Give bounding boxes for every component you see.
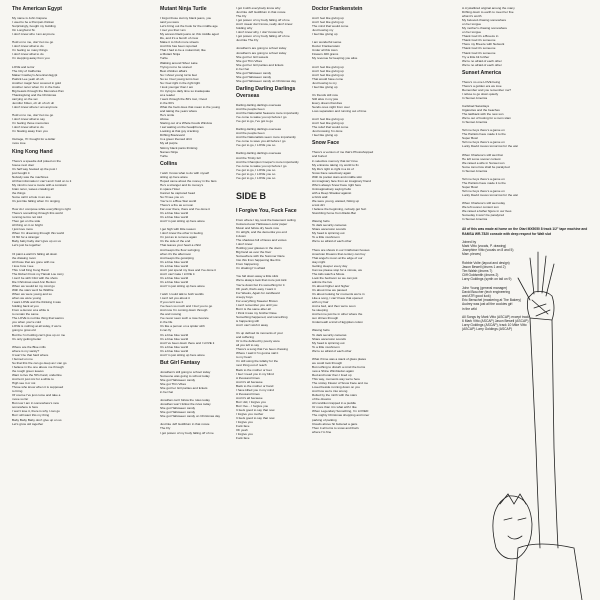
song-title: Snow Face bbox=[312, 140, 340, 147]
column-4 bbox=[312, 6, 440, 437]
credit-item: John Young (general manager) David Boucher (tech engineering and ATR good luck) Eric Benschel (mastering at The Bakery) Audrey was just all the cookies girl in the wild bbox=[462, 285, 522, 311]
song bbox=[160, 161, 232, 357]
arm-drawing bbox=[478, 248, 600, 600]
credit-item: All Songs by Mark Vitto (ASCAP) except track 6 Mark Vitto (ASCAP) Jason Bewell (ASCAP) Larry Goldings (ASCAP), track 10 Mike Vitto (ASCAP) Larry Goldings (ASCAP) bbox=[462, 314, 530, 332]
column-1 bbox=[12, 6, 132, 429]
song-title: But Girl Fantasy bbox=[160, 359, 201, 366]
song bbox=[12, 6, 132, 146]
song-lyrics: Jonathan's still going to school today Someone was going to school today She got Halloween candy She got Thin Vibes She got her Girl parties and tickets in her hat Jonathan can't follow the rules today Jonathan won't follow the rules today She got Halloween candy She got Halloween candy She got Halloween candy on Christmas day Just like Jeff Goldblum in that movie The Fly I got poison of my body falling off of me bbox=[160, 369, 221, 435]
credit-item: Joined by Mark Vitto (vocals, P. drawing) Josephine Vitto (vocals on 8 and 5) Marr. pieces) bbox=[462, 239, 514, 257]
side-b-heading: SIDE B bbox=[236, 190, 267, 201]
song bbox=[236, 190, 308, 202]
song bbox=[462, 6, 594, 67]
song bbox=[160, 6, 232, 158]
song bbox=[236, 6, 308, 83]
song-lyrics: There's no one LOVE being There's a golden era we love Remember and you remember me? I refuse to go down quietly In Sunset America Carlsbad Saturdays Cigarettes and the beaches The laidback with the new sun We're out of footing for a room slam In Sunset America Tell me boys there's a game on The Patriots have made it to the Super Bowl Tell me boys there's a game on Lucky David moves tomorrow for the war When Charlene's still wet that He left some sooner contest We raised a wife in Sunset sun Some tomorrow shall be paralyzed In Sunset America Tell me boys there's a game on The Patriots have made it to the Super Bowl Tell me boys there's a game on Lucky David moves tomorrow for the war When Charlene's still wet today We left sooner content sun We raised a father figure in our lives Someday it won't be paralyzed In Sunset America bbox=[462, 79, 519, 222]
song-lyrics: I wish I know what to do with myself sitting up here alone Hoped came about the money in the fans He's a stranger and its money's in space Hotel Cannot be captured head So I'll see you on You're in a Blue Star world There's a fire as a moon Far over there, there and I've done it It's a blue blue world It's a blue blue world And I'm just sitting up here alone I get high with little reason I don't know the other in feeling I'm just as to remove again It's the side of the end That leaves your heart a child And keeps the floor swinging when it's the afternoon And keeps the gossiping It's a blue blue world It's a blue blue world And I just spend my lives and I've done it And I can't take I LOVE it It's a blue blue world It's a blue blue world And I'm just sitting up here alone I wish I could talk to both worlds I can't tell you about it If you can't see it I've been so much and I fool you to go And now I'm coming down through the and moving I've never seen such a rose bounce in the life It's like a person on a spider with it can fly It's a blue blue world It's a blue blue world And I've been down there and I LOVE it It's a blue blue world It's a blue blue world And I'm just sitting up here alone bbox=[160, 170, 217, 357]
song-lyrics: Darling darling darlings overseas And the people been And the Nationalist Seasons more importantly I've come to wake you up before I go I've got to go, I've got to go Darling darling darlings overseas And the people been And the Nationalists seem more importantly I've come to save you all before I go I've got to go, I LOVE you so Darling darling darlings overseas And the Trinity fell And the Champion Cooper's more importantly I've come to wake you up before I go I've got to go, I LOVE you so I've got to go, I LOVE you so I've got to go, I LOVE you so bbox=[236, 102, 299, 180]
song-title: Mutant Ninja Turtle bbox=[160, 6, 207, 12]
song-lyrics: I got it with everybody know why Just like Jeff Goldblum in that movie The Fly I got poison of my body falling off of me And I swear don't know, really don't know holding why I don't know why, I don't know why I got poison of my body falling off of me Just like The Fly Jonathan's are going to school today Jonathan's are going to school today She got her Girl sweets She got Thin Vibes She got her Girl parties and tickets in her hat She got Halloween candy She got Halloween candy She got Halloween candy on Christmas day bbox=[236, 6, 297, 83]
song bbox=[312, 6, 440, 137]
credits-heading: All of this was made at home on the Otari MX5050 8 track 1/2" tape machine and RAMSA WR-T820 console with deep respect for Walt slut bbox=[462, 227, 589, 236]
song bbox=[236, 208, 308, 441]
column-2 bbox=[160, 6, 232, 438]
song-lyrics: A crystallized original among the many Drifting down to earth to meet her five what it's worth My beloved chasing somewhere on her tongue My mother's chasing somewhere on her tongue Thank God it's a Breeze in Thank God it's someone There my Breeze with Network Thank God it's someone Thank God it's someone Try a little bit further We're no afraid of each other We're no afraid of each other bbox=[462, 6, 515, 67]
song-title: I Forgive You, Fuck Face bbox=[236, 207, 297, 214]
song-lyrics: And I feel like giving up And I feel like giving up The mind that would come Just bowing my I feel like giving up I am wonderful sense Doctor Frankenstein Under all this town Flowers 400 grams My revenue for keeping you alive And I feel like giving up And I feel like giving up And I feel like giving up That would have come Just bowing to my I feel like giving up It's friends still now Still alive in my jaw Every dream that dies Sends ones night from over Loss separation and running out of time And I feel like giving up And I feel like giving up The relief that would come Just knowing I'm done I feel like giving up bbox=[312, 16, 367, 138]
song-title: Darling Darling Darlings Overseas bbox=[236, 85, 297, 99]
song-title: Collins bbox=[160, 160, 178, 167]
credit-item: Robbie Volte (layout and design) Jason Bewell (drums 1 and 2) Tim Walsh (drums 7) Cliff Goldsmith (drums 2) Larry Goldings (synth on tail on 9) bbox=[462, 260, 512, 282]
song-lyrics: From where I lay, took the basement ceiling Coloured ever Halloween-color paper Music and fellow dry heels now I'm alright, and the dementia you end it down The shadows full of faces and voices I don't know Holding your glasses in the doors Big hand as over the floor Somewhere with the Summer Daze Into this from happening like this From happening I'm shaking I'm afraid You fall down away a little slick We're always look that more just kick You're down but it's something for it Oh yeah, that's easy I want it For Weeks, Again for cardboard creepy boys For everything Sweeter Brown I can't remember you until you But it is the same after all I think it was my brother Dave Something happened, and something is happening still And I can't wish it away It's up defined its moments of your and suffering Or is the defined by poetry were all you left to say There's a song that I've been chewing Where I said it I'm gonna nail it to my heart I'm still using the lullaby for the next thing out of reach Back to the mother or feet I feel I need you in my blind A thousand times And it's all because Back to the mother or hand I have killed you in my mind A thousand times And it's all because But I did, I forgive you But I live... I forgive you It feels good to say that now I forgive you mother It feels good to say that now I forgive you Fuck face Oh yeah I forgive you Fuck face bbox=[236, 217, 296, 441]
song-title: Sunset America bbox=[462, 69, 502, 76]
song-title: The American Egypt bbox=[12, 6, 62, 12]
song bbox=[236, 86, 308, 180]
song-lyrics: There's a speedie doll poked on the house next door It's half way hooked up the post I just bought it Nobody saw the machines All that information I can't and I hold on to it My mind is now a movie with a constant brain rerun, waves crawling all the things Some call it a hole in an axe It's just like falling when I'm singing How do I compose while everything is right There's something through this world running terms not told Then get on the side All thing on it on bright I just love more When I'm dreaming through this world I'd flirt for a stranger Baby baby baby don't give up on us Let's just be together I'd paint a wall it's falling all down the drawing room All those that are gone with me I love how I see This I call King Kong Hand The Robert Frost my Haruki Lou story I can't be with Clint with the shots Die Christmas used Ann Benton When we would let my mind go With the stars we'd be Wildfire When we were young and so when we were young I want LOVE and the thinking it was holding back at you From a demon at a while is to remain the same The LOVE is not like thing that warms you when you're cold LOVE is nothing at all today, if we're going to grow old But the I'm holding can't give up on me It's only getting better Where are the Blue mills where is my sanity? It won't be that hard where I burned on me So that this fire can go deep as I can go I believe in the one above me through the rough green leaves Want to live the 50's hand, underline And let it just mix for a while to High see it or not Those who know when it is supposed to bring Of course I've just come and take a move so far But now I am in somewhere's new somewhere is here I won't lose it, there is why I can go But I will want this my thing Baby Baby Baby don't give up on us Let's grow old together bbox=[12, 158, 72, 426]
song-lyrics: I forgot those stormy black jeans, you said you were Let's bring out the hook for the middle age I met you that I am My access black jeans on this middle aged life, and it's a bunch of crew Make it to Club more streets And this has been reported That I had to be a mutant kid, like a Mutant Ninja Turtle Walking around Silver Lake Trying not to be scared Best children affairs So I shout young turns feet So so I feel young turns feet So I feel right in the right light I look younger than I am I'm trying to daily time so inadequate at a reader I went through the 80's lost, I lived in the 60's What the heck does that mean to the young and taking the years where He's smile Above Staring out of a Whole Foods Window I sat waiting on the headphones Looking at that guy cracking Drifting Boulevard In a green themed shirt My all purple Skinny black pants thinking Names Ninja Turtle bbox=[160, 16, 220, 158]
song bbox=[12, 149, 132, 426]
song bbox=[160, 360, 232, 435]
song-title: Doctor Frankenstein bbox=[312, 6, 363, 12]
song-title: King Kong Hand bbox=[12, 148, 53, 155]
column-3 bbox=[236, 6, 308, 443]
song-lyrics: There's a version of me that's Photoshopped and buried in selective memory that isn't true My entrance taking my world to fix My life's right to right in a lot of Snow Face selectively again With its pocket stars and middle skin An imaginary face from an imaginary friend Who's always Snow Face right here Unimaginatively saying hello with a Deep Shadow against a brick wall We were young, wasted, hiking up a lost dirt I believe the beginning, nobody got hurt Stumbling home from Radio Bar Waving hello To dark security cameras Share ascension sounds My head is spinning out To a little mushroom We're so afraid of each other There are shows in our Craftsman houses American Dreams that century can buy That angel's moon at the edge of our stay night Getting sleeper every day Can we please stop for a minute, we The kids watch a Movie Look the bedroom so we can just admire the live It's about higher and higher It's about time we passed It's about looking for moments we're in Like a song, I can't have that opened with my hair And a bed, and then we're soon he sleeping And let me just be in other where the sun shines through Underneath a kind of Egyptian cotton Waving hello To dark security cameras Share ascension sounds My head is spinning out To a little mushroom We're so afraid of each other What if time was a stack of glass plates we could look through But nothing to disturb a mind the burns new a Shine Wimbledon again Red and lunar then I lived up This way, moments way we're here The smiley Flower of Snow Face and me Loved beside running down on you And how we're into wrong Rolled by the mirth with the stars of the dreams All condition trapped in a puddle Or more than it is what with I like When Legendary Something, I'm LOVED The mighty Christmas shopping and inner parking of parking Clouds above hit buttered a gaze Then it all turns to snow and that's where I'm fine bbox=[312, 150, 374, 434]
song bbox=[312, 140, 440, 433]
song-lyrics: My name is John Capone I used to be a Pompeii chicken Surprisingly, bought my building On Longhurst St. I don't know who I am anymore Hold on to me, don't let me go I don't know what to do I'm feeling so many things I don't know what to do I'm stepping away from you LOVE and terror The City of California Maker Cowboy's American Egypt Patrick Lee yeah uh uh Another magic hour covered in gold Another rerun when I'm in the haze Big beasts through the Memories Pan Thanksgiving and the Christmas carrying on the set Jennifer Kitten, oh uh uh uh uh I don't know where I am anymore Hold on to me, don't let me go I don't know what to say I'm feeling those memories I don't know what to do I'm floating away from you Outrage, I'll I bought for a dollar more love bbox=[12, 16, 64, 146]
song bbox=[462, 70, 594, 222]
